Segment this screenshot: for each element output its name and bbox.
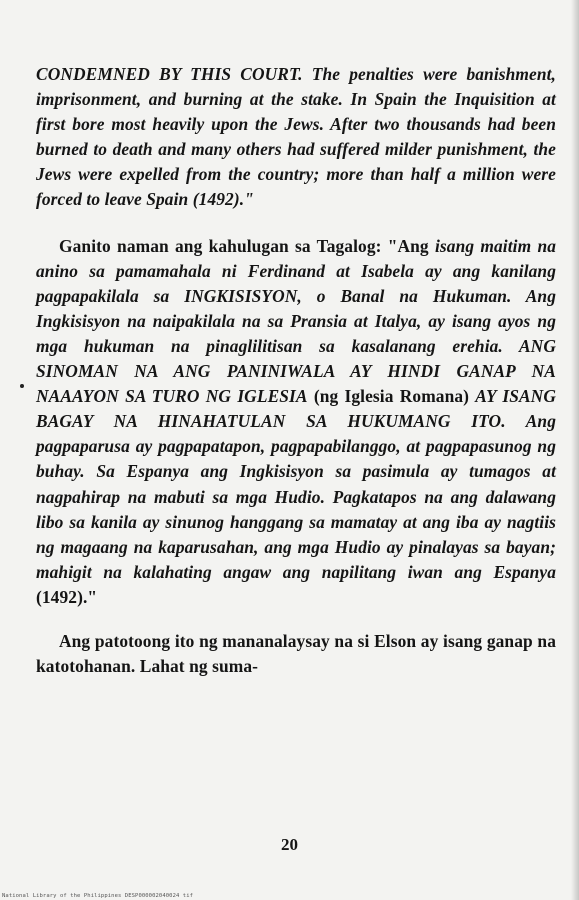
translation-italic-part-1: isang maitim na anino sa pamamahala ni Ferdinand at Isabela ay ang kanilang pagpapakilala sa INGKISISYON, o Banal na Hukuman. Ang Ingkisisyon na naipakilala na sa Pransia at Italya, ay isang ayos ng mga hukuman na pinaglilitisan sa kasalanang erehia. ANG SINOMAN NA ANG PANINIWALA AY HINDI GANAP NA NAAAYON SA TURO NG IGLESIA — [36, 235, 557, 407]
page-number: 20 — [281, 835, 298, 854]
english-quote-paragraph: CONDEMNED BY THIS COURT. The penalties were banishment, imprisonment, and burning at the stake. In Spain the Inquisition at first bore most heavily upon the Jews. After two thousands had been burned to death and many others had suffered milder punishment, the Jews were expelled from the country; more than half a million were forced to leave Spain (1492)." — [36, 64, 556, 210]
tagalog-translation-paragraph — [36, 234, 556, 610]
closing-paragraph: Ang patotoong ito ng mananalaysay na si Elson ay isang ganap na katotohanan. Lahat ng suma- — [36, 630, 556, 677]
scan-footer-note: National Library of the Philippines DESP000002040024 tif — [2, 893, 194, 899]
translation-roman-part-2: (1492)." — [36, 586, 98, 607]
translation-lead: Ganito naman ang kahulugan sa Tagalog: "Ang — [59, 235, 435, 256]
page-body — [36, 62, 556, 679]
translation-italic-part-2: AY ISANG BAGAY NA HINAHATULAN SA HUKUMANG ITO. Ang pagpaparusa ay pagpapatapon, pagpapabilanggo, at pagpapasunog ng buhay. Sa Espanya ang Ingkisisyon sa pasimula ay tumagos at nagpahirap na mabuti sa mga Hudio. Pagkatapos na ang dalawang libo sa kanila ay sinunog hanggang sa mamatay at ang iba ay nagtiis ng magaang na kaparusahan, ang mga Hudio ay pinalayas sa bayan; mahigit na kalahating angaw ang napilitang iwan ang Espanya — [36, 386, 556, 582]
translation-roman-part-1: (ng Iglesia Romana) — [307, 386, 476, 407]
margin-mark — [20, 384, 24, 388]
page-edge-shadow — [571, 0, 579, 900]
